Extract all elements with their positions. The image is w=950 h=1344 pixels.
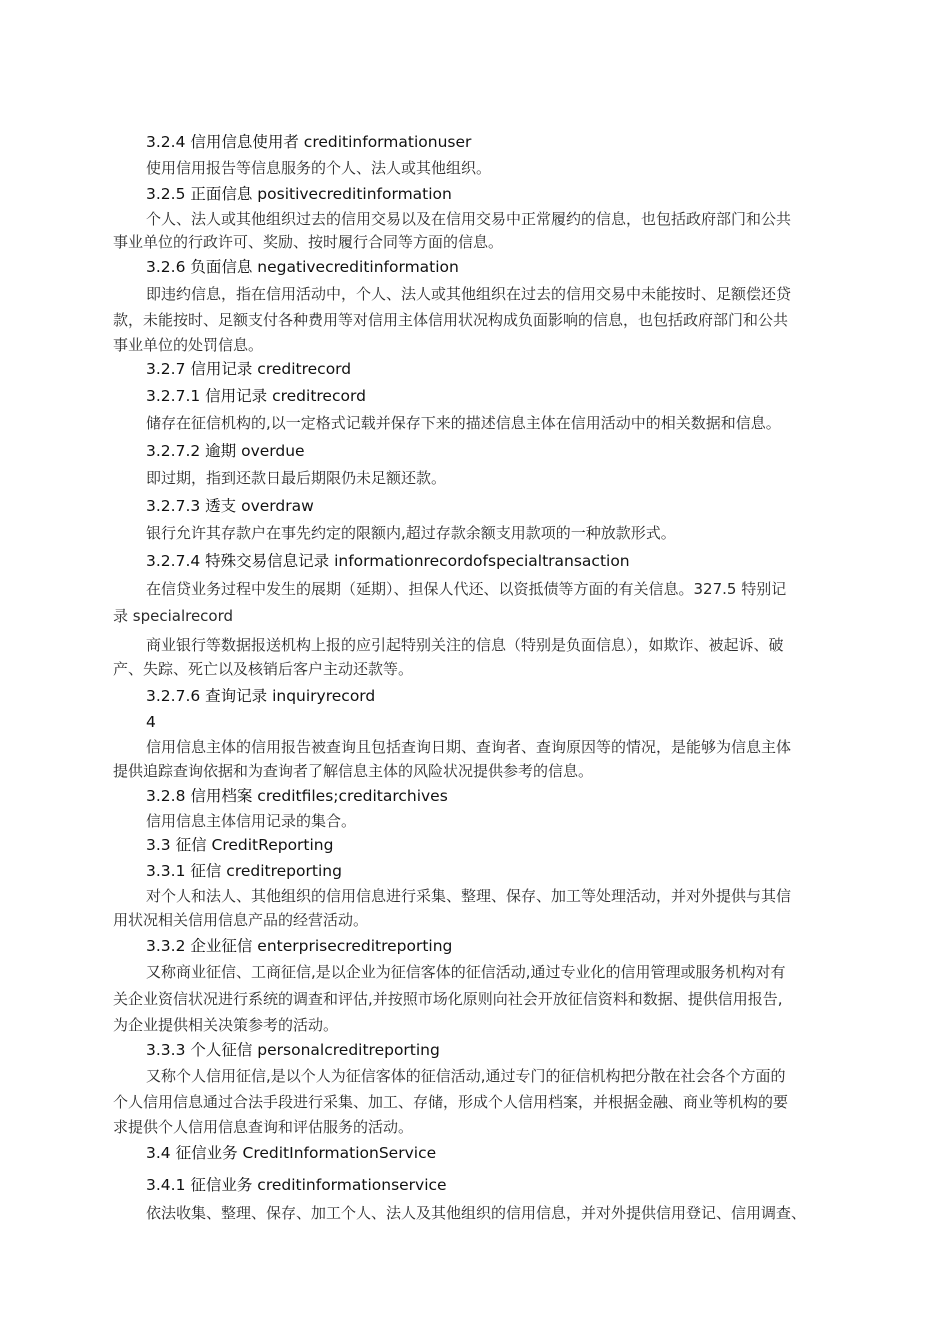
paragraph-line: 又称个人信用征信,是以个人为征信客体的征信活动,通过专门的征信机构把分散在社会各个方面的 xyxy=(146,1067,786,1085)
paragraph-line: 为企业提供相关决策参考的活动。 xyxy=(113,1016,339,1034)
paragraph-line: 依法收集、整理、保存、加工个人、法人及其他组织的信用信息，并对外提供信用登记、信用调查、 xyxy=(146,1204,807,1222)
section-heading: 3.3.2 企业征信 enterprisecreditreporting xyxy=(146,937,453,955)
paragraph-line: 个人信用信息通过合法手段进行采集、加工、存储，形成个人信用档案，并根据金融、商业等机构的要 xyxy=(113,1093,789,1111)
paragraph-line: 事业单位的处罚信息。 xyxy=(113,336,264,354)
paragraph-line: 又称商业征信、工商征信,是以企业为征信客体的征信活动,通过专业化的信用管理或服务机构对有 xyxy=(146,963,786,981)
paragraph-line: 款，未能按时、足额支付各种费用等对信用主体信用状况构成负面影响的信息，也包括政府部门和公共 xyxy=(113,311,789,329)
section-heading: 3.3 征信 CreditReporting xyxy=(146,836,334,854)
section-heading: 3.4 征信业务 CreditInformationService xyxy=(146,1144,437,1162)
section-heading: 3.3.1 征信 creditreporting xyxy=(146,862,342,880)
paragraph-line: 即过期，指到还款日最后期限仍未足额还款。 xyxy=(146,469,447,487)
section-heading: 3.2.7.6 查询记录 inquiryrecord xyxy=(146,687,376,705)
paragraph-line: 个人、法人或其他组织过去的信用交易以及在信用交易中正常履约的信息，也包括政府部门和公共 xyxy=(146,210,792,228)
section-heading: 3.2.8 信用档案 creditfiles;creditarchives xyxy=(146,787,448,805)
section-heading: 3.2.6 负面信息 negativecreditinformation xyxy=(146,258,459,276)
section-heading: 3.2.7.1 信用记录 creditrecord xyxy=(146,387,366,405)
section-heading: 3.2.4 信用信息使用者 creditinformationuser xyxy=(146,133,472,151)
paragraph-line: 商业银行等数据报送机构上报的应引起特别关注的信息（特别是负面信息），如欺诈、被起诉、破 xyxy=(146,636,784,654)
paragraph-line: 录 specialrecord xyxy=(113,607,234,625)
paragraph-line: 关企业资信状况进行系统的调查和评估,并按照市场化原则向社会开放征信资料和数据、提供信用报告, xyxy=(113,990,783,1008)
paragraph-line: 储存在征信机构的,以一定格式记载并保存下来的描述信息主体在信用活动中的相关数据和信息。 xyxy=(146,414,781,432)
section-heading: 3.4.1 征信业务 creditinformationservice xyxy=(146,1176,447,1194)
paragraph-line: 信用信息主体信用记录的集合。 xyxy=(146,812,357,830)
paragraph-line: 在信贷业务过程中发生的展期（延期）、担保人代还、以资抵债等方面的有关信息。327.5 特别记 xyxy=(146,580,787,598)
paragraph-line: 使用信用报告等信息服务的个人、法人或其他组织。 xyxy=(146,159,492,177)
paragraph-line: 银行允许其存款户在事先约定的限额内,超过存款余额支用款项的一种放款形式。 xyxy=(146,524,676,542)
paragraph-line: 提供追踪查询依据和为查询者了解信息主体的风险状况提供参考的信息。 xyxy=(113,762,594,780)
paragraph-line: 求提供个人信用信息查询和评估服务的活动。 xyxy=(113,1118,414,1136)
paragraph-line: 即违约信息，指在信用活动中，个人、法人或其他组织在过去的信用交易中未能按时、足额偿还贷 xyxy=(146,285,792,303)
paragraph-line: 产、失踪、死亡以及核销后客户主动还款等。 xyxy=(113,660,414,678)
section-heading: 3.2.5 正面信息 positivecreditinformation xyxy=(146,185,452,203)
paragraph-line: 用状况相关信用信息产品的经营活动。 xyxy=(113,911,369,929)
paragraph-line: 对个人和法人、其他组织的信用信息进行采集、整理、保存、加工等处理活动，并对外提供与其信 xyxy=(146,887,792,905)
section-heading: 3.2.7.2 逾期 overdue xyxy=(146,442,305,460)
page-number: 4 xyxy=(146,713,156,731)
section-heading: 3.3.3 个人征信 personalcreditreporting xyxy=(146,1041,440,1059)
section-heading: 3.2.7.4 特殊交易信息记录 informationrecordofspecialtransaction xyxy=(146,552,630,570)
paragraph-line: 信用信息主体的信用报告被查询且包括查询日期、查询者、查询原因等的情况，是能够为信息主体 xyxy=(146,738,792,756)
section-heading: 3.2.7.3 透支 overdraw xyxy=(146,497,314,515)
paragraph-line: 事业单位的行政许可、奖励、按时履行合同等方面的信息。 xyxy=(113,233,504,251)
section-heading: 3.2.7 信用记录 creditrecord xyxy=(146,360,352,378)
